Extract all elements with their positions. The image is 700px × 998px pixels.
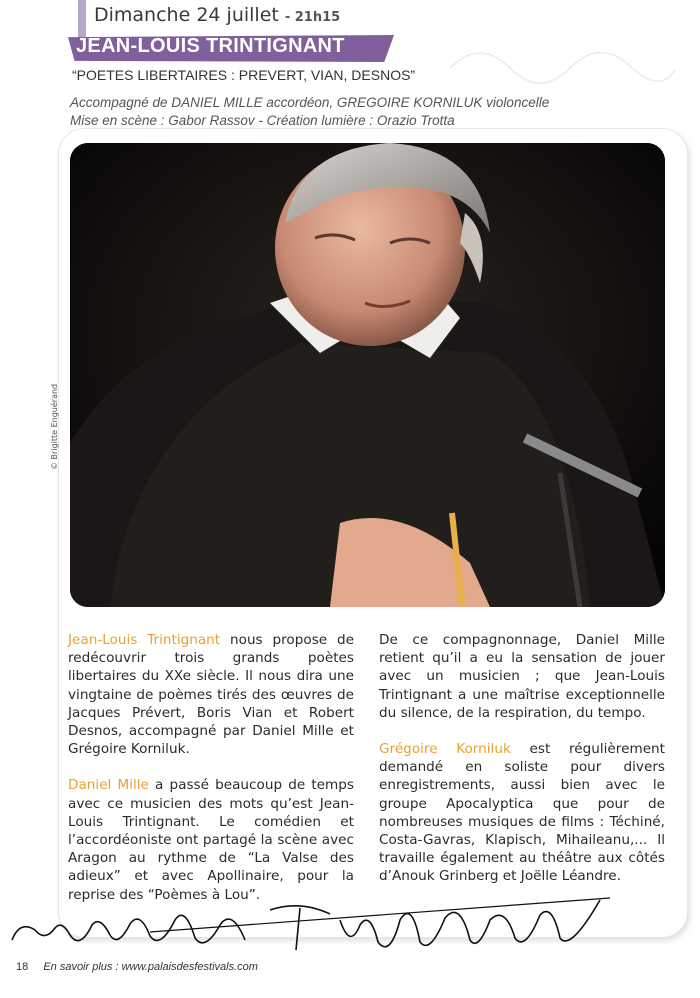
paragraph-mille-text: a passé beaucoup de temps avec ce musicien des mots qu’est Jean-Louis Trintignant. Le comédien et l’accordéoniste ont partagé la scène avec Aragon au rythme de “La Valse des adieux” et avec Apollinaire, pour la reprise des “Poèmes à Lou”. [68, 777, 354, 903]
show-title: “POETES LIBERTAIRES : PREVERT, VIAN, DESNOS” [72, 67, 416, 83]
paragraph-intro [68, 631, 354, 758]
date-accent-bar [78, 0, 86, 40]
performer-name: JEAN-LOUIS TRINTIGNANT [76, 35, 345, 57]
paragraph-intro-text: nous propose de redécouvrir trois grands poètes libertaires du XXe siècle. Il nous dira une vingtaine de poèmes tirés des œuvres de Jacques Prévert, Boris Vian et Robert Desnos, accompagné par Daniel Mille et Grégoire Korniluk. [68, 632, 354, 758]
event-date-text: Dimanche 24 juillet [94, 4, 279, 26]
credits-staging: Mise en scène : Gabor Rassov - Création lumière : Orazio Trotta [70, 113, 455, 128]
show-credits [70, 94, 549, 130]
paragraph-korniluk [379, 740, 665, 886]
footer-url[interactable]: www.palaisdesfestivals.com [121, 961, 258, 973]
page-number: 18 [16, 961, 29, 973]
paragraph-compagnonnage: De ce compagnonnage, Daniel Mille retient qu’il a eu la sensation de jouer avec un musicien ; que Jean-Louis Trintignant a une maîtrise exceptionnelle du silence, de la respiration, du tempo. [379, 632, 665, 721]
event-date [94, 4, 340, 26]
page-footer [16, 961, 258, 973]
highlight-mille: Daniel Mille [68, 777, 149, 794]
credits-musicians: Accompagné de DANIEL MILLE accordéon, GREGOIRE KORNILUK violoncelle [70, 95, 550, 110]
paragraph-korniluk-text: est régulièrement demandé en soliste pour divers enregistrements, aussi bien avec le groupe Apocalyptica que pour de nombreuses musiques de films : Téchiné, Costa-Gavras, Klapisch, Mihaileanu,... Il travaille également au théâtre aux côtés d’Anouk Grinberg et Joëlle Léandre. [379, 741, 666, 885]
highlight-trintignant: Jean-Louis Trintignant [68, 632, 221, 648]
handwritten-signature [0, 880, 620, 960]
performer-photo [70, 143, 665, 607]
photo-credit: © Brigitte Enguérand [50, 383, 59, 470]
footer-label: En savoir plus : [43, 961, 119, 973]
body-column-left [68, 631, 354, 922]
highlight-korniluk: Grégoire Korniluk [379, 741, 511, 758]
faint-bleed-through [440, 28, 680, 98]
event-time: - 21h15 [284, 10, 341, 25]
body-column-right [379, 631, 665, 904]
